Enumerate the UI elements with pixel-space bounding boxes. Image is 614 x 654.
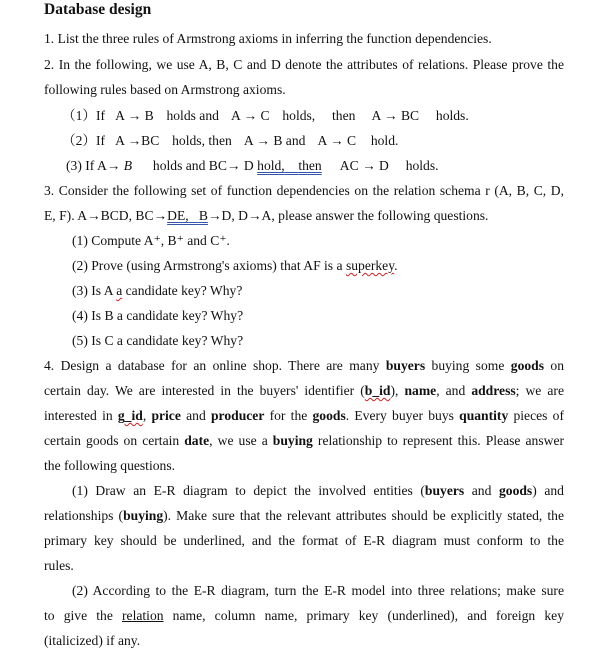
question-4-line-2 [44,383,564,399]
term-buying: buying [123,508,164,523]
question-2-line-2: following rules based on Armstrong axioms. [44,82,286,97]
question-3-line-1: 3. Consider the following set of function dependencies on the relation schema r (A, B, C, D, [44,183,564,198]
question-3-sub-5: (5) Is C a candidate key? Why? [72,333,244,348]
q4-text: on [544,358,565,373]
item-number: (3) If A→ [66,158,121,173]
q4-text: to give the [44,608,123,623]
term-date: date [184,433,210,448]
closure-mark: ⁺ [153,233,161,248]
item-text: holds, then [172,133,232,148]
fd-b: B [198,208,208,223]
question-2-line-1: 2. In the following, we use A, B, C and D denote the attributes of relations. Please prove the [44,57,564,72]
question-3-sub-3 [72,283,242,299]
q4-text: ). Make sure that the relevant attributes should be explicitly stated, the [163,508,564,523]
question-4-part-1-line-4: rules. [44,558,74,573]
q4-text: relationships ( [44,508,124,523]
term-producer: producer [210,408,265,423]
sub-text: candidate key? Why? [122,283,243,298]
term-buyers: buyers [424,483,465,498]
q4-text: certain day. We are interested in the buyers' identifier ( [44,383,365,398]
q4-text: ; we are [515,383,564,398]
question-4-line-3 [44,408,564,424]
term-price: price [151,408,181,423]
item-number: （1）If [62,108,106,123]
question-4-part-1-line-1 [72,483,564,499]
question-3-line-2 [44,208,488,224]
fd-ac-d: AC → D [339,158,389,173]
question-2-item-2 [62,133,398,149]
term-name: name [404,383,437,398]
question-4-part-1-line-2 [44,508,564,524]
q4-text: relationship to represent this. Please answer [312,433,565,448]
sub-text: (3) Is A [72,283,117,298]
question-4-line-4 [44,433,564,449]
item-text: holds and [166,108,219,123]
q4-text: certain goods on certain [44,433,185,448]
item-text-hold: hold, [257,158,285,173]
item-text: then [332,108,356,123]
item-number: （2）If [62,133,106,148]
q4-text: interested in [44,408,118,423]
attribute-b: B [123,158,133,173]
q4-text: and [180,408,211,423]
spellcheck-superkey: superkey [345,258,395,273]
item-text: holds. [435,108,469,123]
question-2-item-1 [62,108,469,124]
fd-a-bc: A →BC [115,133,160,148]
q4-text: 4. Design a database for an online shop. There are many [44,358,386,373]
closure-mark: ⁺ [219,233,227,248]
item-text: hold. [370,133,399,148]
q4-text: , and [436,383,472,398]
sub-text: and C [183,233,220,248]
spellcheck-a: a [116,283,123,298]
q4-text: and [464,483,499,498]
question-4-line-5: the following questions. [44,458,176,473]
question-4-part-2-line-2 [44,608,564,624]
item-text: holds, [282,108,316,123]
q4-text: ) and [532,483,564,498]
question-4-part-2-line-1: (2) According to the E-R diagram, turn the E-R model into three relations; make sure [72,583,564,598]
fd-de: DE, [167,208,189,223]
q4-text: buying some [425,358,511,373]
term-goods: goods [312,408,346,423]
question-4-part-2-line-3: (italicized) if any. [44,633,141,648]
sub-text: . [226,233,230,248]
fd-a-c: A → C [317,133,357,148]
document-title: Database design [44,1,152,18]
question-3-sub-1 [72,233,230,249]
question-2-item-3 [66,158,439,174]
fd-a-c: A → C [231,108,270,123]
q4-text: for the [264,408,313,423]
term-goods: goods [498,483,533,498]
question-1: 1. List the three rules of Armstrong axioms in inferring the function dependencies. [44,31,492,46]
q4-text: (1) Draw an E-R diagram to depict the involved entities ( [72,483,425,498]
q4-text: ), [390,383,405,398]
sub-text: . [394,258,398,273]
q4-text: , we use a [209,433,273,448]
sub-text: , B [160,233,177,248]
question-4-line-1 [44,358,564,374]
item-text: holds and BC→ D [152,158,254,173]
q4-text: name, column name, primary key (underlined), and foreign key [163,608,564,623]
fd-a-b: A → B [115,108,154,123]
item-text: holds. [405,158,439,173]
term-buyers: buyers [385,358,426,373]
q4-text: pieces of [508,408,564,423]
fd-text: E, F). A→BCD, BC→ [44,208,168,223]
term-buying: buying [272,433,313,448]
term-g-id: g_id [117,408,143,423]
closure-mark: ⁺ [176,233,184,248]
fd-a-b: A → B and [243,133,306,148]
term-relation: relation [122,608,164,623]
term-b-id: b_id [364,383,391,398]
q4-text: . Every buyer buys [345,408,460,423]
item-text-then: then [298,158,322,173]
fd-text: →D, D→A, please answer the following questions. [207,208,489,223]
question-3-sub-4: (4) Is B a candidate key? Why? [72,308,244,323]
question-4-part-1-line-3: primary key should be underlined, and the format of E-R diagram must conform to the [44,533,564,548]
term-goods: goods [510,358,545,373]
sub-text: (2) Prove (using Armstrong's axioms) that AF is a [72,258,346,273]
question-3-sub-2 [72,258,398,274]
sub-text: (1) Compute A [72,233,154,248]
fd-a-bc: A → BC [371,108,420,123]
q4-text: , [142,408,152,423]
term-quantity: quantity [459,408,509,423]
term-address: address [471,383,516,398]
